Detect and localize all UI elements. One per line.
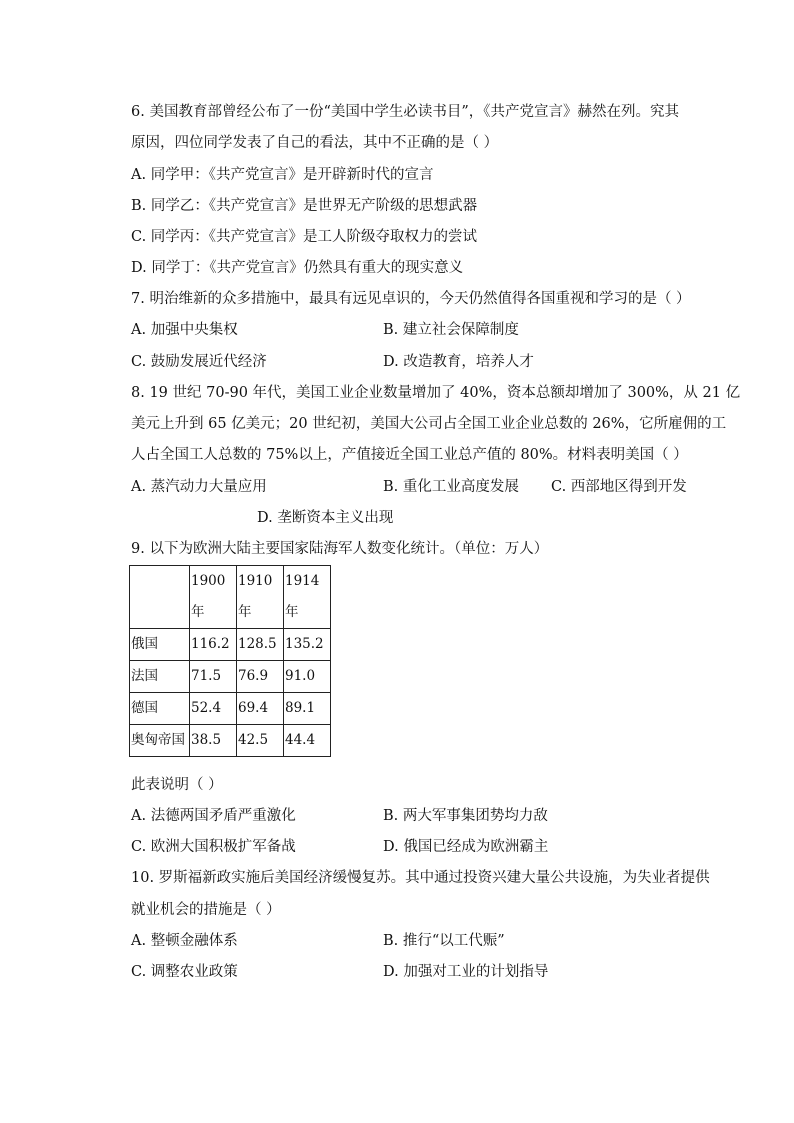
- table-cell: 德国: [130, 693, 190, 725]
- q6-option-a: A. 同学甲：《共产党宣言》是开辟新时代的宣言: [131, 167, 434, 183]
- table-header-cell: 1910 年: [237, 566, 284, 629]
- table-cell: 91.0: [284, 661, 331, 693]
- q8-stem-line2: 美元上升到 65 亿美元；20 世纪初，美国大公司占全国工业企业总数的 26%，它所雇佣的工: [131, 416, 727, 432]
- army-size-table: [129, 565, 331, 757]
- q8-stem-line3: 人占全国工人总数的 75%以上，产值接近全国工业总产值的 80%。材料表明美国（ ）: [131, 447, 688, 463]
- q6-stem-line2: 原因，四位同学发表了自己的看法，其中不正确的是（ ）: [131, 135, 499, 151]
- q7-stem: 7. 明治维新的众多措施中，最具有远见卓识的，今天仍然值得各国重视和学习的是（ ）: [131, 291, 691, 307]
- table-cell: 135.2: [284, 629, 331, 661]
- q8-option-d: D. 垄断资本主义出现: [257, 510, 394, 526]
- q8-option-b: B. 重化工业高度发展: [383, 479, 519, 495]
- table-cell: 71.5: [190, 661, 237, 693]
- table-cell: 116.2: [190, 629, 237, 661]
- table-cell: 38.5: [190, 725, 237, 757]
- q9-after-text: 此表说明（ ）: [131, 777, 223, 793]
- q6-option-c: C. 同学丙：《共产党宣言》是工人阶级夺取权力的尝试: [131, 229, 478, 245]
- table-cell: 44.4: [284, 725, 331, 757]
- q7-option-a: A. 加强中央集权: [131, 322, 238, 338]
- q9-option-d: D. 俄国已经成为欧洲霸主: [383, 839, 549, 855]
- table-cell: 76.9: [237, 661, 284, 693]
- table-header-row: [130, 566, 331, 629]
- table-row: [130, 693, 331, 725]
- q9-option-a: A. 法德两国矛盾严重激化: [131, 808, 296, 824]
- q10-option-d: D. 加强对工业的计划指导: [383, 964, 549, 980]
- table-header-cell: 1914 年: [284, 566, 331, 629]
- table-cell: 69.4: [237, 693, 284, 725]
- q10-option-a: A. 整顿金融体系: [131, 933, 238, 949]
- q8-stem-line1: 8. 19 世纪 70-90 年代，美国工业企业数量增加了 40%，资本总额却增加了 300%，从 21 亿: [131, 385, 741, 401]
- q8-option-c: C. 西部地区得到开发: [551, 479, 687, 495]
- table-cell: 俄国: [130, 629, 190, 661]
- q6-option-d: D. 同学丁：《共产党宣言》仍然具有重大的现实意义: [131, 260, 464, 276]
- table-cell: 89.1: [284, 693, 331, 725]
- table-cell: 奥匈帝国: [130, 725, 190, 757]
- table-header-cell: [130, 566, 190, 629]
- q7-option-c: C. 鼓励发展近代经济: [131, 354, 267, 370]
- q6-option-b: B. 同学乙：《共产党宣言》是世界无产阶级的思想武器: [131, 198, 478, 214]
- q9-stem: 9. 以下为欧洲大陆主要国家陆海军人数变化统计。（单位：万人）: [131, 541, 549, 557]
- q7-option-d: D. 改造教育，培养人才: [383, 354, 534, 370]
- table-cell: 法国: [130, 661, 190, 693]
- q10-option-c: C. 调整农业政策: [131, 964, 238, 980]
- table-cell: 42.5: [237, 725, 284, 757]
- q10-stem-line2: 就业机会的措施是（ ）: [131, 902, 281, 918]
- table-header-cell: 1900 年: [190, 566, 237, 629]
- table-row: [130, 661, 331, 693]
- q9-option-c: C. 欧洲大国积极扩军备战: [131, 839, 296, 855]
- q10-option-b: B. 推行“以工代赈”: [383, 933, 505, 949]
- q6-stem-line1: 6. 美国教育部曾经公布了一份“美国中学生必读书目”，《共产党宣言》赫然在列。究其: [131, 104, 680, 120]
- table-row: [130, 629, 331, 661]
- table-cell: 52.4: [190, 693, 237, 725]
- q8-option-a: A. 蒸汽动力大量应用: [131, 479, 267, 495]
- table-cell: 128.5: [237, 629, 284, 661]
- q10-stem-line1: 10. 罗斯福新政实施后美国经济缓慢复苏。其中通过投资兴建大量公共设施，为失业者提供: [131, 870, 710, 886]
- q7-option-b: B. 建立社会保障制度: [383, 322, 519, 338]
- q9-option-b: B. 两大军事集团势均力敌: [383, 808, 548, 824]
- table-row: [130, 725, 331, 757]
